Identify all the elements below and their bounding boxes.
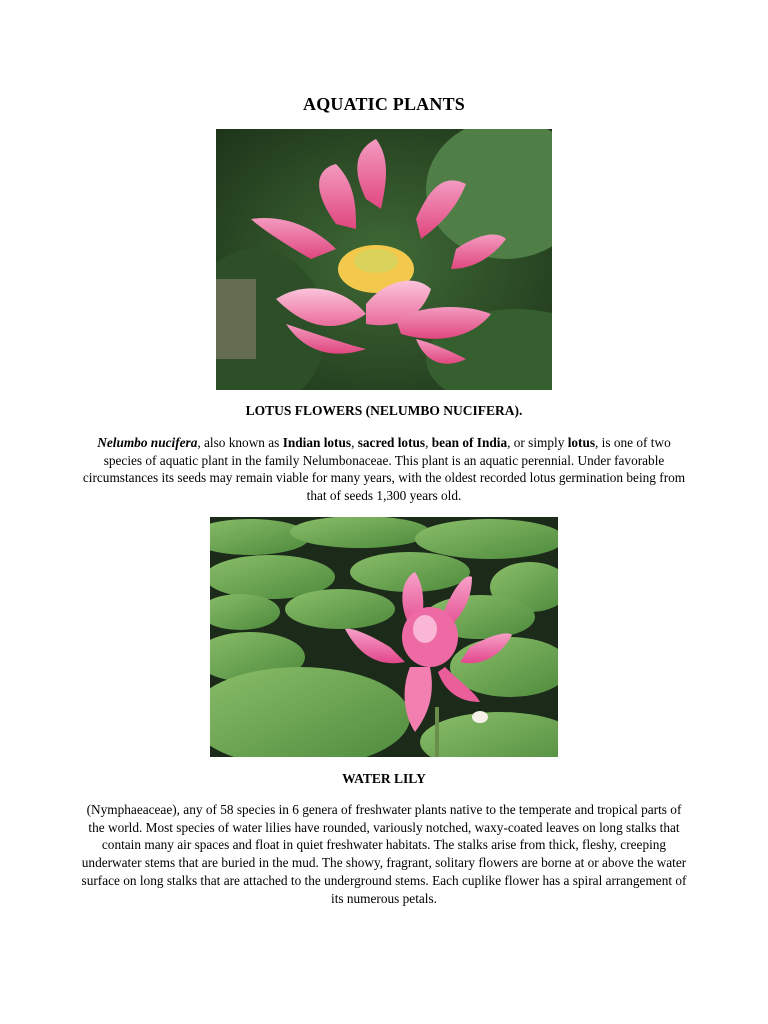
lotus-flower-photo bbox=[216, 129, 552, 390]
page-title: AQUATIC PLANTS bbox=[303, 94, 465, 114]
water-lily-caption: WATER LILY bbox=[342, 771, 426, 786]
lotus-caption: LOTUS FLOWERS (NELUMBO NUCIFERA). bbox=[245, 403, 523, 418]
water-lily-photo bbox=[210, 517, 558, 757]
scientific-name: Nelumbo nucifera bbox=[97, 435, 198, 450]
water-lily-description: (Nymphaeaceae), any of 58 species in 6 genera of freshwater plants native to the temperate and tropical parts of the world. Most species of water lilies have rounded, variously notched, waxy-coated leaves on long stalks that contain many air spaces and float in quiet freshwater habitats. The stalks arise from thick, fleshy, creeping underwater stems that are buried in the mud. The showy, fragrant, solitary flowers are borne at or above the water surface on long stalks that are attached to the underground stems. Each cuplike flower has a spiral arrangement of its numerous petals. bbox=[81, 802, 687, 906]
lotus-description: Nelumbo nucifera, also known as Indian lotus, sacred lotus, bean of India, or simply lotus, is one of two species of aquatic plant in the family Nelumbonaceae. This plant is an aquatic perennial. Under favorable circumstances its seeds may remain viable for many years, with the oldest recorded lotus germination being from that of seeds 1,300 years old. bbox=[82, 435, 686, 504]
